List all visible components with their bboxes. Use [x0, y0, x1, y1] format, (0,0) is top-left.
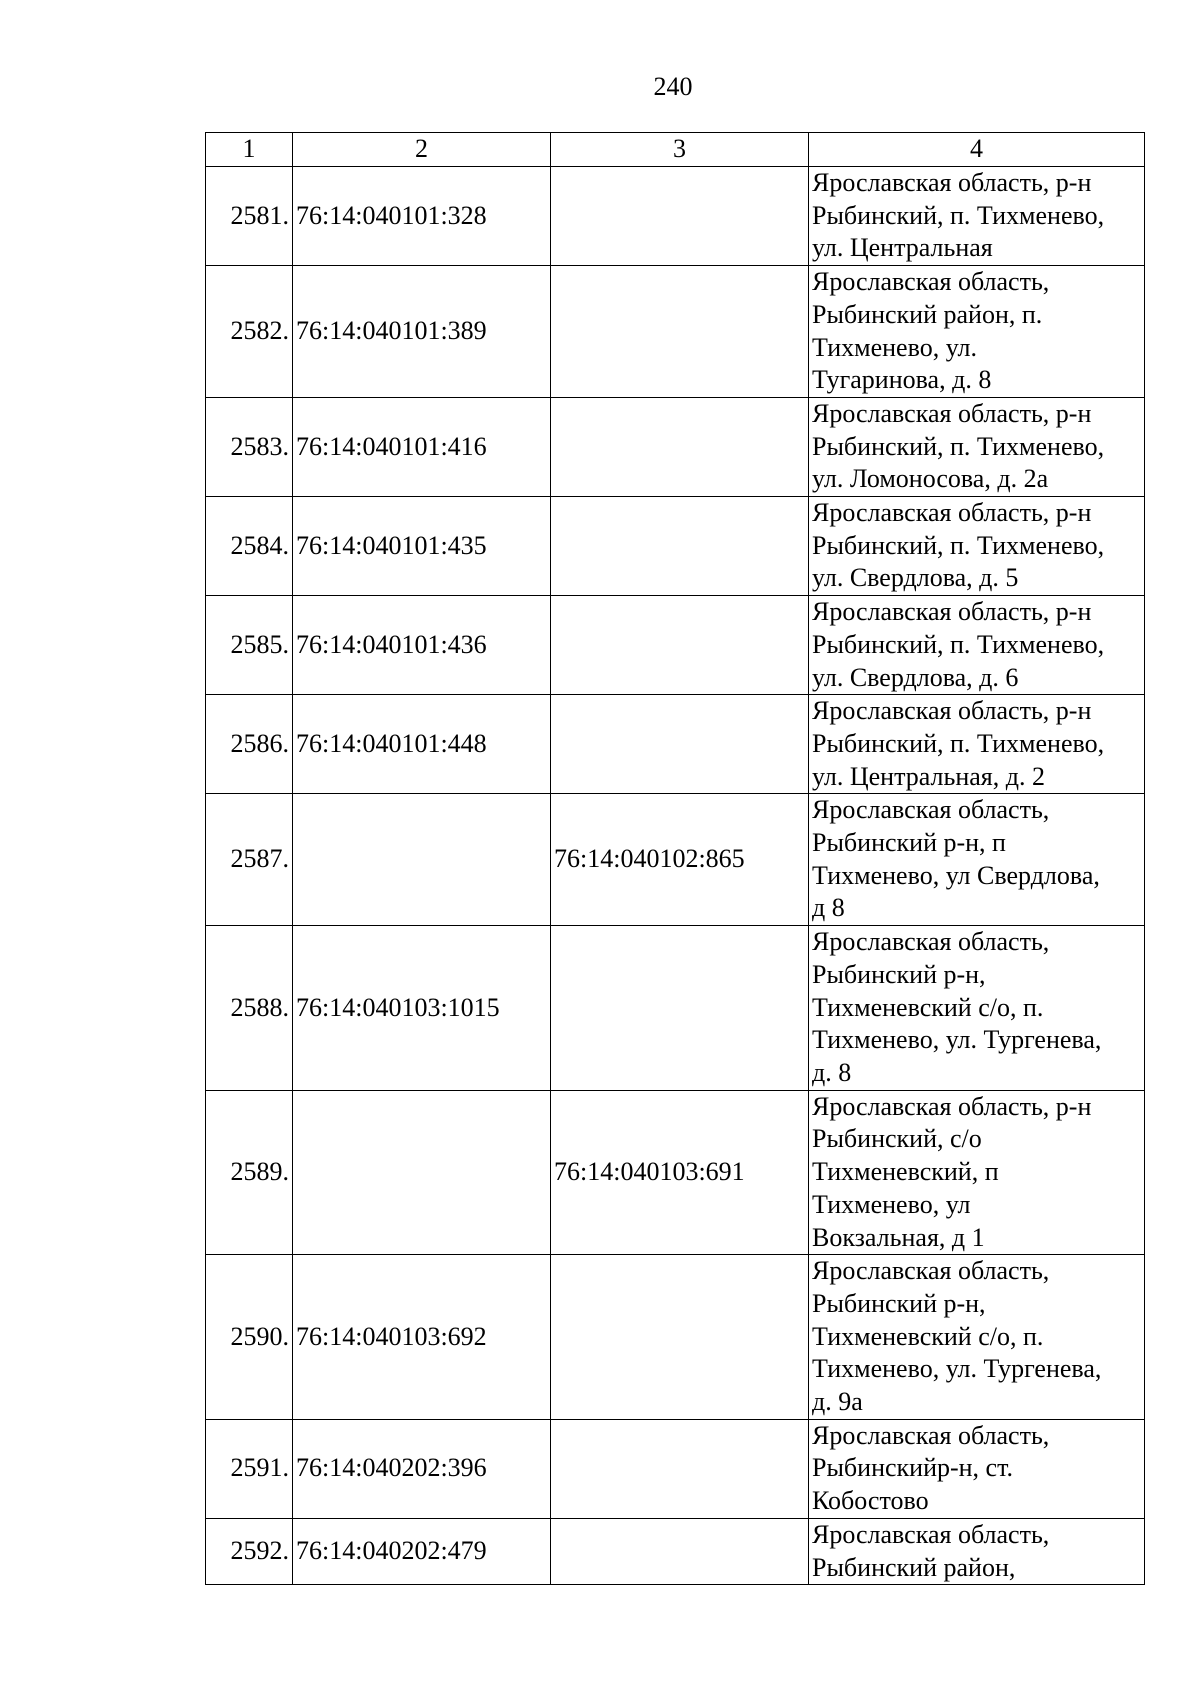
table-row: [206, 266, 1145, 398]
row-number: 2586.: [206, 695, 293, 794]
address-cell: Ярославская область, Рыбинский р-н, п Тихменево, ул Свердлова, д 8: [809, 794, 1145, 926]
address-cell: Ярославская область, Рыбинскийр-н, ст. Кобостово: [809, 1419, 1145, 1518]
cadastral-number-col2: 76:14:040103:1015: [293, 926, 551, 1091]
address-cell: Ярославская область, р-н Рыбинский, с/о Тихменевский, п Тихменево, ул Вокзальная, д 1: [809, 1090, 1145, 1255]
cadastral-number-col2: [293, 1090, 551, 1255]
cadastral-number-col2: 76:14:040101:436: [293, 596, 551, 695]
table-row: [206, 1090, 1145, 1255]
cadastral-number-col2: 76:14:040202:396: [293, 1419, 551, 1518]
page-number: 240: [653, 72, 693, 101]
table-row: [206, 695, 1145, 794]
address-cell: Ярославская область, р-н Рыбинский, п. Тихменево, ул. Центральная, д. 2: [809, 695, 1145, 794]
cadastral-number-col3: 76:14:040103:691: [551, 1090, 809, 1255]
address-cell: Ярославская область, Рыбинский район,: [809, 1518, 1145, 1584]
row-number: 2592.: [206, 1518, 293, 1584]
address-cell: Ярославская область, р-н Рыбинский, п. Тихменево, ул. Ломоносова, д. 2а: [809, 397, 1145, 496]
cadastral-number-col3: 76:14:040102:865: [551, 794, 809, 926]
row-number: 2581.: [206, 167, 293, 266]
address-cell: Ярославская область, р-н Рыбинский, п. Тихменево, ул. Центральная: [809, 167, 1145, 266]
row-number: 2591.: [206, 1419, 293, 1518]
cadastral-number-col2: 76:14:040101:389: [293, 266, 551, 398]
table-row: [206, 596, 1145, 695]
row-number: 2587.: [206, 794, 293, 926]
row-number: 2589.: [206, 1090, 293, 1255]
address-cell: Ярославская область, р-н Рыбинский, п. Тихменево, ул. Свердлова, д. 5: [809, 497, 1145, 596]
row-number: 2590.: [206, 1255, 293, 1420]
table-row: [206, 1518, 1145, 1584]
table-row: [206, 1419, 1145, 1518]
row-number: 2583.: [206, 397, 293, 496]
cadastral-number-col2: [293, 794, 551, 926]
table-header: [206, 133, 1145, 167]
cadastral-number-col3: [551, 695, 809, 794]
header-col-1: 1: [206, 133, 293, 167]
cadastral-number-col3: [551, 397, 809, 496]
header-col-2: 2: [293, 133, 551, 167]
row-number: 2582.: [206, 266, 293, 398]
cadastral-number-col3: [551, 1518, 809, 1584]
cadastral-number-col3: [551, 596, 809, 695]
cadastral-number-col2: 76:14:040101:448: [293, 695, 551, 794]
header-col-3: 3: [551, 133, 809, 167]
table-row: [206, 497, 1145, 596]
row-number: 2584.: [206, 497, 293, 596]
table-row: [206, 794, 1145, 926]
registry-table: [205, 132, 1145, 1585]
table-row: [206, 167, 1145, 266]
cadastral-number-col3: [551, 1419, 809, 1518]
cadastral-number-col3: [551, 167, 809, 266]
table-body: [206, 167, 1145, 1585]
address-cell: Ярославская область, Рыбинский р-н, Тихменевский с/о, п. Тихменево, ул. Тургенева, д. 9а: [809, 1255, 1145, 1420]
cadastral-number-col3: [551, 266, 809, 398]
header-col-4: 4: [809, 133, 1145, 167]
cadastral-number-col3: [551, 497, 809, 596]
cadastral-number-col2: 76:14:040101:328: [293, 167, 551, 266]
address-cell: Ярославская область, Рыбинский район, п. Тихменево, ул. Тугаринова, д. 8: [809, 266, 1145, 398]
header-row: [206, 133, 1145, 167]
cadastral-number-col2: 76:14:040103:692: [293, 1255, 551, 1420]
address-cell: Ярославская область, р-н Рыбинский, п. Тихменево, ул. Свердлова, д. 6: [809, 596, 1145, 695]
cadastral-number-col2: 76:14:040101:435: [293, 497, 551, 596]
row-number: 2585.: [206, 596, 293, 695]
address-cell: Ярославская область, Рыбинский р-н, Тихменевский с/о, п. Тихменево, ул. Тургенева, д. 8: [809, 926, 1145, 1091]
row-number: 2588.: [206, 926, 293, 1091]
table-row: [206, 926, 1145, 1091]
cadastral-number-col3: [551, 926, 809, 1091]
cadastral-number-col2: 76:14:040101:416: [293, 397, 551, 496]
table-row: [206, 1255, 1145, 1420]
cadastral-number-col2: 76:14:040202:479: [293, 1518, 551, 1584]
table-row: [206, 397, 1145, 496]
cadastral-number-col3: [551, 1255, 809, 1420]
